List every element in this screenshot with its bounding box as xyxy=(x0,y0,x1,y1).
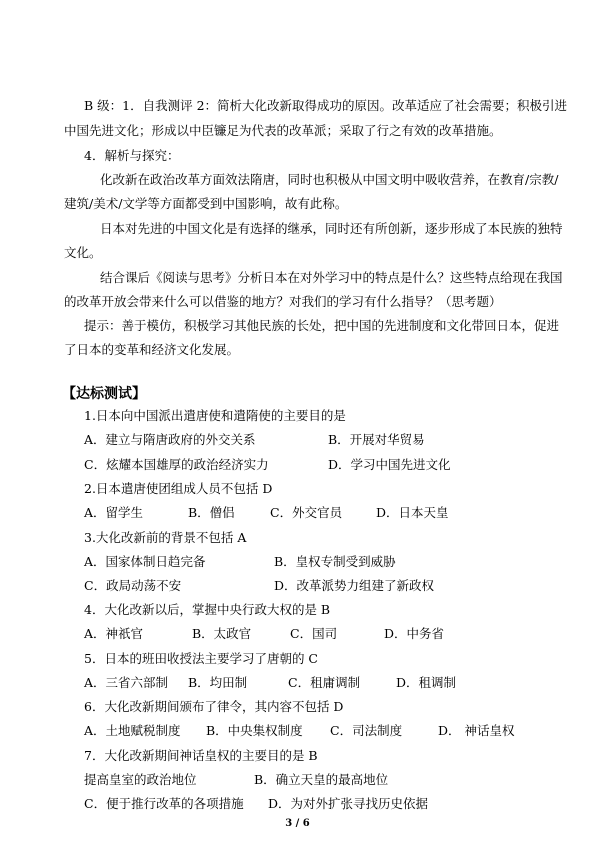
section-title: 【达标测试】 xyxy=(62,386,146,402)
question-3: 3.大化改新前的背景不包括 A xyxy=(84,530,247,545)
question-5: 5．日本的班田收授法主要学习了唐朝的 C xyxy=(84,651,318,666)
q3-option-c: C．政局动荡不安 xyxy=(84,578,182,593)
q1-option-b: B．开展对华贸易 xyxy=(328,432,425,447)
para2-line-2: 文化。 xyxy=(64,245,102,260)
q2-option-d: D．日本天皇 xyxy=(376,505,449,520)
q4-option-b: B．太政官 xyxy=(192,626,252,641)
page-number: 3 / 6 xyxy=(285,818,310,829)
q5-option-d: D．租调制 xyxy=(396,675,457,690)
q3-option-a: A．国家体制日趋完备 xyxy=(84,554,206,569)
q6-option-a: A．土地赋税制度 xyxy=(84,723,181,738)
hint-line-2: 了日本的变革和经济文化发展。 xyxy=(64,342,240,357)
q7-option-c: C．便于推行改革的各项措施 xyxy=(84,796,244,811)
q7-option-a: 提高皇室的政治地位 xyxy=(84,772,197,787)
q2-option-a: A．留学生 xyxy=(84,505,144,520)
question-2: 2.日本遣唐使团组成人员不包括 D xyxy=(84,481,273,496)
question-6: 6．大化改新期间颁布了律令，其内容不包括 D xyxy=(84,699,344,714)
q5-option-a: A．三省六部制 xyxy=(84,675,169,690)
para3-line-2: 的改革开放会带来什么可以借鉴的地方？对我们的学习有什么指导？（思考题） xyxy=(64,294,502,309)
q4-option-c: C．国司 xyxy=(290,626,338,641)
q1-option-d: D．学习中国先进文化 xyxy=(328,457,451,472)
para1-line-1: 化改新在政治改革方面效法隋唐，同时也积极从中国文明中吸收营养，在教育/宗教/ xyxy=(100,172,559,187)
q4-option-a: A．神祇官 xyxy=(84,626,144,641)
q2-option-b: B．僧侣 xyxy=(188,505,235,520)
item4-title: 4．解析与探究： xyxy=(84,148,180,163)
q6-option-d: D． 神话皇权 xyxy=(438,723,515,738)
q6-option-c: C．司法制度 xyxy=(330,723,403,738)
para2-line-1: 日本对先进的中国文化是有选择的继承，同时还有所创新，逐步形成了本民族的独特 xyxy=(100,221,563,236)
q3-option-b: B．皇权专制受到威胁 xyxy=(274,554,396,569)
para3-line-1: 结合课后《阅读与思考》分析日本在对外学习中的特点是什么？这些特点给现在我国 xyxy=(100,270,563,285)
q5-option-c: C．租庸调制 xyxy=(288,675,361,690)
hint-line-1: 提示：善于模仿，积极学习其他民族的长处，把中国的先进制度和文化带回日本，促进 xyxy=(84,318,560,333)
question-4: 4．大化改新以后，掌握中央行政大权的是 B xyxy=(84,602,331,617)
q4-option-d: D．中务省 xyxy=(384,626,445,641)
q3-option-d: D．改革派势力组建了新政权 xyxy=(274,578,435,593)
q7-option-b: B．确立天皇的最高地位 xyxy=(254,772,389,787)
q1-option-a: A．建立与隋唐政府的外交关系 xyxy=(84,432,256,447)
q2-option-c: C．外交官员 xyxy=(270,505,343,520)
para1-line-2: 建筑/美术/文学等方面都受到中国影响，故有此称。 xyxy=(64,196,348,211)
question-1: 1.日本向中国派出遣唐使和遣隋使的主要目的是 xyxy=(84,408,346,423)
q6-option-b: B．中央集权制度 xyxy=(206,723,303,738)
b-level-line-2: 中国先进文化；形成以中臣镰足为代表的改革派；采取了行之有效的改革措施。 xyxy=(64,123,502,138)
b-level-line-1: B 级：1．自我测评 2：简析大化改新取得成功的原因。改革适应了社会需要；积极引进 xyxy=(84,98,568,113)
question-7: 7．大化改新期间神话皇权的主要目的是 B xyxy=(84,748,318,763)
q5-option-b: B．均田制 xyxy=(188,675,248,690)
q7-option-d: D．为对外扩张寻找历史依据 xyxy=(268,796,429,811)
q1-option-c: C．炫耀本国雄厚的政治经济实力 xyxy=(84,457,269,472)
